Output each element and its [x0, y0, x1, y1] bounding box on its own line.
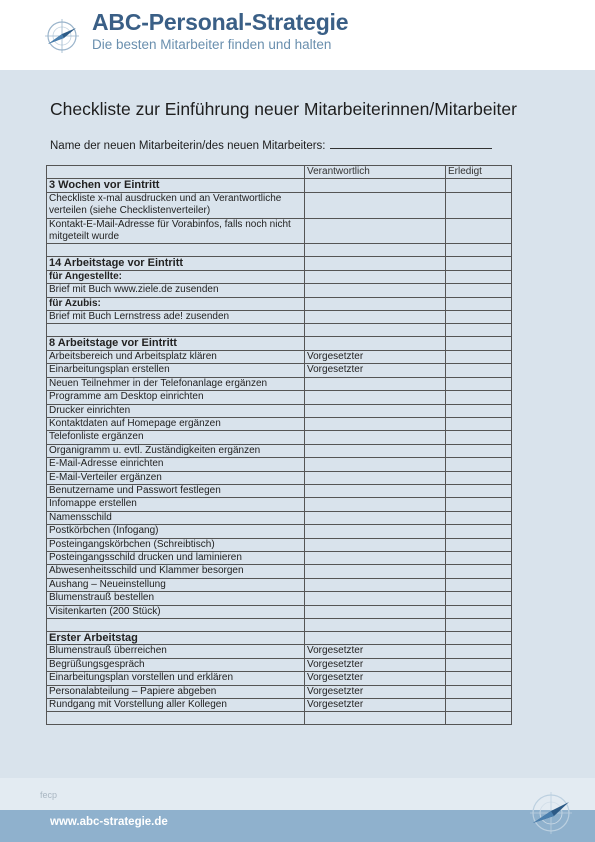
brand-title: ABC-Personal-Strategie [92, 9, 349, 35]
table-row [47, 404, 512, 417]
responsible-cell [305, 417, 446, 430]
task-cell: Postkörbchen (Infogang) [47, 525, 305, 538]
document-title: Checkliste zur Einführung neuer Mitarbeiterinnen/Mitarbeiter [50, 99, 517, 119]
table-row [47, 712, 512, 725]
name-field-label: Name der neuen Mitarbeiterin/des neuen Mitarbeiters: [50, 140, 326, 152]
table-row [47, 458, 512, 471]
task-cell: Brief mit Buch Lernstress ade! zusenden [47, 311, 305, 324]
table-row [47, 619, 512, 632]
task-cell: E-Mail-Adresse einrichten [47, 458, 305, 471]
done-cell[interactable] [446, 511, 512, 524]
table-row [47, 484, 512, 497]
task-cell: für Angestellte: [47, 270, 305, 283]
task-cell: Checkliste x-mal ausdrucken und an Verantwortliche verteilen (siehe Checklistenverteiler) [47, 192, 305, 218]
responsible-cell [305, 444, 446, 457]
task-cell: Programme am Desktop einrichten [47, 391, 305, 404]
task-cell: Rundgang mit Vorstellung aller Kollegen [47, 699, 305, 712]
responsible-cell [305, 192, 446, 218]
table-row [47, 364, 512, 377]
name-field-blank[interactable] [330, 138, 492, 149]
responsible-cell [305, 578, 446, 591]
responsible-cell [305, 244, 446, 257]
table-row [47, 244, 512, 257]
done-cell[interactable] [446, 498, 512, 511]
responsible-cell [305, 270, 446, 283]
table-row [47, 498, 512, 511]
responsible-cell [305, 565, 446, 578]
done-cell[interactable] [446, 685, 512, 698]
task-cell: Erster Arbeitstag [47, 632, 305, 645]
task-cell [47, 619, 305, 632]
task-cell: Kontakt-E-Mail-Adresse für Vorabinfos, falls noch nicht mitgeteilt wurde [47, 218, 305, 244]
done-cell[interactable] [446, 179, 512, 192]
done-cell[interactable] [446, 712, 512, 725]
done-cell[interactable] [446, 218, 512, 244]
table-row [47, 350, 512, 363]
done-cell[interactable] [446, 699, 512, 712]
task-cell: Drucker einrichten [47, 404, 305, 417]
task-cell: Abwesenheitsschild und Klammer besorgen [47, 565, 305, 578]
compass-icon [44, 18, 80, 54]
responsible-cell [305, 324, 446, 337]
done-cell[interactable] [446, 404, 512, 417]
section-row [47, 337, 512, 350]
task-cell: Infomappe erstellen [47, 498, 305, 511]
table-row [47, 218, 512, 244]
done-cell[interactable] [446, 324, 512, 337]
done-cell[interactable] [446, 431, 512, 444]
responsible-cell [305, 632, 446, 645]
responsible-cell [305, 511, 446, 524]
task-cell: Einarbeitungsplan erstellen [47, 364, 305, 377]
table-row [47, 525, 512, 538]
responsible-cell [305, 257, 446, 270]
responsible-cell [305, 525, 446, 538]
table-row [47, 192, 512, 218]
done-cell[interactable] [446, 471, 512, 484]
section-row [47, 257, 512, 270]
responsible-cell [305, 712, 446, 725]
responsible-cell [305, 337, 446, 350]
done-cell[interactable] [446, 551, 512, 564]
table-row [47, 391, 512, 404]
task-cell: 3 Wochen vor Eintritt [47, 179, 305, 192]
task-cell: E-Mail-Verteiler ergänzen [47, 471, 305, 484]
header-cell-responsible: Verantwortlich [305, 166, 446, 179]
done-cell[interactable] [446, 458, 512, 471]
footer-band [0, 778, 595, 810]
task-cell: für Azubis: [47, 297, 305, 310]
task-cell: Blumenstrauß überreichen [47, 645, 305, 658]
table-row [47, 511, 512, 524]
task-cell: Telefonliste ergänzen [47, 431, 305, 444]
task-cell: Posteingangskörbchen (Schreibtisch) [47, 538, 305, 551]
responsible-cell [305, 619, 446, 632]
task-cell: Posteingangsschild drucken und laminieren [47, 551, 305, 564]
task-cell: Aushang – Neueinstellung [47, 578, 305, 591]
table-row [47, 699, 512, 712]
done-cell[interactable] [446, 311, 512, 324]
checklist-table [46, 165, 512, 725]
task-cell [47, 324, 305, 337]
task-cell: Arbeitsbereich und Arbeitsplatz klären [47, 350, 305, 363]
done-cell[interactable] [446, 538, 512, 551]
done-cell[interactable] [446, 632, 512, 645]
responsible-cell [305, 538, 446, 551]
responsible-cell [305, 404, 446, 417]
responsible-cell: Vorgesetzter [305, 645, 446, 658]
done-cell[interactable] [446, 244, 512, 257]
responsible-cell: Vorgesetzter [305, 364, 446, 377]
responsible-cell [305, 498, 446, 511]
responsible-cell [305, 218, 446, 244]
task-cell: Einarbeitungsplan vorstellen und erklären [47, 672, 305, 685]
done-cell[interactable] [446, 444, 512, 457]
task-cell: Neuen Teilnehmer in der Telefonanlage ergänzen [47, 377, 305, 390]
responsible-cell: Vorgesetzter [305, 699, 446, 712]
responsible-cell [305, 377, 446, 390]
table-row [47, 551, 512, 564]
table-row [47, 672, 512, 685]
task-cell: Organigramm u. evtl. Zuständigkeiten ergänzen [47, 444, 305, 457]
table-row [47, 324, 512, 337]
responsible-cell: Vorgesetzter [305, 672, 446, 685]
footer-url-link[interactable]: www.abc-strategie.de [50, 816, 168, 828]
table-row [47, 444, 512, 457]
section-row [47, 632, 512, 645]
responsible-cell [305, 297, 446, 310]
task-cell: Brief mit Buch www.ziele.de zusenden [47, 284, 305, 297]
done-cell[interactable] [446, 257, 512, 270]
task-cell: Visitenkarten (200 Stück) [47, 605, 305, 618]
done-cell[interactable] [446, 592, 512, 605]
table-row [47, 578, 512, 591]
table-row [47, 377, 512, 390]
table-row [47, 605, 512, 618]
done-cell[interactable] [446, 270, 512, 283]
done-cell[interactable] [446, 619, 512, 632]
responsible-cell [305, 484, 446, 497]
done-cell[interactable] [446, 672, 512, 685]
task-cell [47, 244, 305, 257]
table-row [47, 645, 512, 658]
done-cell[interactable] [446, 364, 512, 377]
responsible-cell [305, 605, 446, 618]
table-row [47, 311, 512, 324]
task-cell: 14 Arbeitstage vor Eintritt [47, 257, 305, 270]
compass-icon [528, 790, 574, 836]
done-cell[interactable] [446, 391, 512, 404]
done-cell[interactable] [446, 565, 512, 578]
table-row [47, 417, 512, 430]
done-cell[interactable] [446, 484, 512, 497]
responsible-cell [305, 391, 446, 404]
table-row [47, 565, 512, 578]
task-cell: Personalabteilung – Papiere abgeben [47, 685, 305, 698]
done-cell[interactable] [446, 578, 512, 591]
responsible-cell: Vorgesetzter [305, 658, 446, 671]
task-cell: Namensschild [47, 511, 305, 524]
done-cell[interactable] [446, 417, 512, 430]
responsible-cell [305, 458, 446, 471]
done-cell[interactable] [446, 525, 512, 538]
table-row [47, 431, 512, 444]
responsible-cell: Vorgesetzter [305, 685, 446, 698]
checklist-body [47, 166, 512, 725]
done-cell[interactable] [446, 605, 512, 618]
footer-code: fecp [40, 790, 58, 800]
subsection-row [47, 270, 512, 283]
responsible-cell [305, 179, 446, 192]
task-cell: Begrüßungsgespräch [47, 658, 305, 671]
done-cell[interactable] [446, 645, 512, 658]
responsible-cell [305, 431, 446, 444]
brand-tagline: Die besten Mitarbeiter finden und halten [92, 37, 332, 52]
responsible-cell [305, 471, 446, 484]
table-row [47, 538, 512, 551]
header-cell-task [47, 166, 305, 179]
table-header-row [47, 166, 512, 179]
responsible-cell [305, 311, 446, 324]
table-row [47, 471, 512, 484]
responsible-cell [305, 284, 446, 297]
responsible-cell [305, 592, 446, 605]
header-cell-done: Erledigt [446, 166, 512, 179]
task-cell: Benutzername und Passwort festlegen [47, 484, 305, 497]
section-row [47, 179, 512, 192]
table-row [47, 284, 512, 297]
task-cell: 8 Arbeitstage vor Eintritt [47, 337, 305, 350]
task-cell: Blumenstrauß bestellen [47, 592, 305, 605]
done-cell[interactable] [446, 284, 512, 297]
table-row [47, 658, 512, 671]
done-cell[interactable] [446, 350, 512, 363]
table-row [47, 592, 512, 605]
responsible-cell [305, 551, 446, 564]
done-cell[interactable] [446, 337, 512, 350]
responsible-cell: Vorgesetzter [305, 350, 446, 363]
table-row [47, 685, 512, 698]
done-cell[interactable] [446, 192, 512, 218]
page-header [0, 0, 595, 70]
name-field-line [50, 138, 492, 152]
task-cell [47, 712, 305, 725]
done-cell[interactable] [446, 297, 512, 310]
task-cell: Kontaktdaten auf Homepage ergänzen [47, 417, 305, 430]
subsection-row [47, 297, 512, 310]
done-cell[interactable] [446, 377, 512, 390]
done-cell[interactable] [446, 658, 512, 671]
